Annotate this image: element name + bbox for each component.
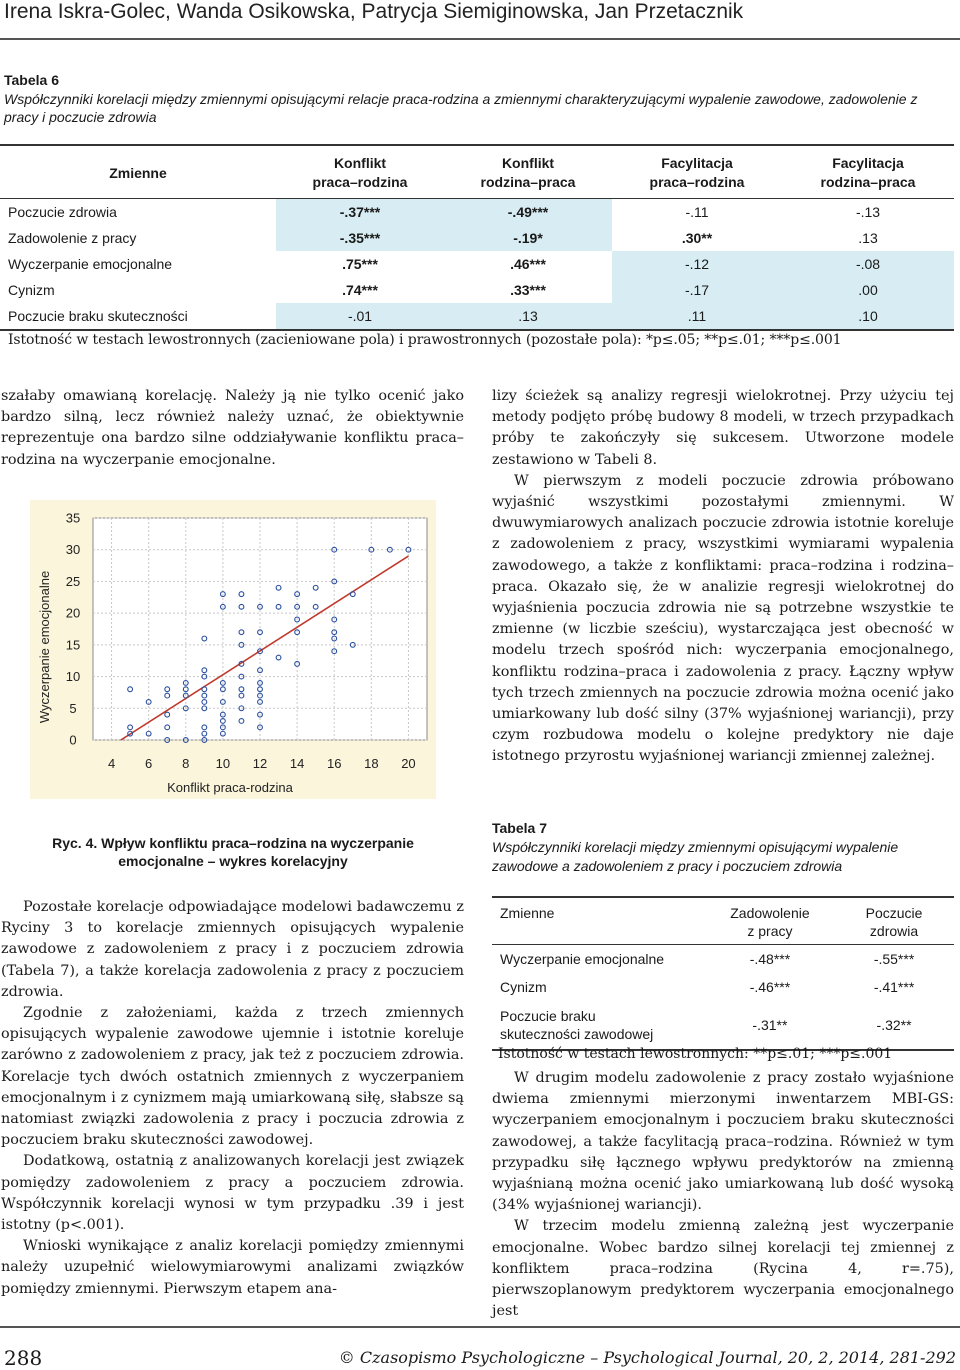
table-cell: -.12 xyxy=(612,251,782,277)
x-tick-label: 16 xyxy=(326,756,342,771)
running-head: Irena Iskra-Golec, Wanda Osikowska, Patrycja Siemiginowska, Jan Przetacznik xyxy=(4,0,744,23)
figure-caption-line2: emocjonalne – wykres korelacyjny xyxy=(118,853,348,869)
scatter-figure xyxy=(30,500,436,799)
page-number: 288 xyxy=(4,1346,43,1370)
table7-header-variables: Zmienne xyxy=(492,897,706,945)
table6-header-variables: Zmienne xyxy=(0,145,276,199)
table7-caption: Współczynniki korelacji między zmiennymi opisującymi wypalenie zawodowe a zadowoleniem z pracy i poczuciem zdrowia xyxy=(492,839,899,874)
table-row xyxy=(492,973,954,1001)
paragraph: W drugim modelu zadowolenie z pracy zostało wyjaśnione dwiema zmiennymi mierzonymi inwentarzem MBI-GS: wyczerpaniem emocjonalnym i poczuciem braku skuteczności zawodowej, a także facylitacją praca–rodzina. Również w tym przypadku siłę łącznego wpływu predyktorów na zmienną wyjaśnianą można ocenić jako umiarkowaną lub dość wysoką (34% wyjaśnionej wariancji). xyxy=(492,1070,954,1214)
row-label: Wyczerpanie emocjonalne xyxy=(8,256,173,272)
x-tick-label: 18 xyxy=(364,756,379,771)
y-tick-label: 0 xyxy=(69,732,77,748)
table-row xyxy=(0,277,954,303)
table-cell: .75*** xyxy=(342,256,378,272)
paragraph: Zgodnie z założeniami, każda z trzech zmiennych opisujących wypalenie zawodowe ujemnie i istotnie koreluje zarówno z zadowoleniem z pracy, jak też z poczuciem zdrowia. Korelacje tych dwóch ostatnich zmiennych z wyczerpaniem emocjonalnym i z cynizmem mają umiarkowaną siłę, słabsze są natomiast związki zadowolenia z pracy i poczucia zdrowia z poczuciem braku skuteczności zawodowej. xyxy=(1,1005,464,1149)
table-cell: .11 xyxy=(612,303,782,330)
table-cell: -.13 xyxy=(855,204,881,220)
table-cell: -.31** xyxy=(706,1001,834,1050)
table-row xyxy=(0,225,954,251)
paragraph: Wnioski wynikające z analiz korelacji pomiędzy zmiennymi należy uzupełnić wielowymiarowymi analizami związków pomiędzy zmiennymi. Pierwszym etapem ana- xyxy=(1,1238,464,1297)
y-tick-label: 35 xyxy=(65,510,81,526)
footer-rule xyxy=(0,1326,960,1328)
table-cell: .30** xyxy=(681,230,713,246)
paragraph: lizy ścieżek są analizy regresji wielokrotnej. Przy użyciu tej metody podjęto próbę budowy 8 modeli, w trzech przypadkach próby te zakończyły się sukcesem. Utworzone modele zestawiono w Tabeli 8. xyxy=(492,388,954,468)
table6-header-row xyxy=(0,145,954,199)
table6-header-family-work-conflict: Konflikt rodzina–praca xyxy=(444,145,612,199)
table-cell: -.49*** xyxy=(444,199,612,226)
table-row xyxy=(492,945,954,974)
left-column-top-text xyxy=(1,386,464,471)
figure-caption xyxy=(30,834,436,870)
paragraph: szałaby omawianą korelację. Należy ją nie tylko ocenić jako bardzo silną, lecz również należy uznać, że obiektywnie reprezentuje ona bardzo silne oddziaływanie konfliktu praca–rodzina na wyczerpanie emocjonalne. xyxy=(1,388,464,468)
table6-header-family-work-facilitation: Facylitacja rodzina–praca xyxy=(782,145,954,199)
table7-header-row xyxy=(492,897,954,945)
row-label: Poczucie braku skuteczności zawodowej xyxy=(492,1001,706,1050)
row-label: Cynizm xyxy=(500,979,547,995)
table6-caption: Współczynniki korelacji między zmiennymi opisującymi relacje praca-rodzina a zmiennymi charakteryzującymi wypalenie zawodowe, zadowolenie z pracy i poczucie zdrowia xyxy=(4,91,918,125)
table-cell: .33*** xyxy=(510,282,546,298)
table7 xyxy=(492,896,954,1051)
journal-citation: © Czasopismo Psychologiczne – Psychological Journal, 20, 2, 2014, 281-292 xyxy=(338,1348,956,1367)
table7-number: Tabela 7 xyxy=(492,820,547,836)
x-tick-label: 10 xyxy=(215,756,231,771)
row-label: Zadowolenie z pracy xyxy=(8,230,137,246)
x-tick-label: 12 xyxy=(252,756,268,771)
row-label: Cynizm xyxy=(8,282,55,298)
y-tick-label: 10 xyxy=(65,669,81,685)
header-rule xyxy=(0,38,960,40)
table-cell: -.32** xyxy=(834,1001,954,1050)
table-cell: -.11 xyxy=(685,204,709,220)
paragraph: W pierwszym z modeli poczucie zdrowia próbowano wyjaśnić wszystkimi pozostałymi zmiennymi. W dwuwymiarowych analizach poczucie zdrowia istotnie koreluje z zadowoleniem z pracy, wszystkimi wymiarami wypalenia zawodowego, a także z konfliktami: praca–rodzina i rodzina–praca. Okazało się, że w analizie regresji wielokrotnej do wyjaśnienia poczucia zdrowia nie są potrzebne wszystkie te zmienne (w liczbie sześciu), wystarczająca jest obecność w modelu trzech spośród nich: wyczerpania emocjonalnego, konfliktu rodzina–praca i zadowolenia z pracy. Łączny wpływ tych trzech zmiennych na poczucie zdrowia można ocenić jako umiarkowany lub dość silny (37% wyjaśnionej wariancji), przy czym rozbudowa modelu o kolejne predyktory nie daje istotnego przyrostu wyjaśnionej wariancji zmiennej zależnej. xyxy=(492,472,954,765)
paragraph: Pozostałe korelacje odpowiadające modelowi badawczemu z Ryciny 3 to korelacje zmiennych opisujących wypalenie zawodowe z zadowoleniem z pracy i z poczuciem zdrowia (Tabela 7), a także korelacja zadowolenia z pracy z poczuciem zdrowia. xyxy=(1,899,464,1000)
paragraph: Dodatkową, ostatnią z analizowanych korelacji jest związek pomiędzy zadowoleniem z pracy a poczuciem zdrowia. Współczynnik korelacji wynosi w tym przypadku .39 i jest istotny (p<.001). xyxy=(1,1153,464,1234)
x-tick-label: 14 xyxy=(289,756,305,771)
table6-header-work-family-facilitation: Facylitacja praca–rodzina xyxy=(612,145,782,199)
table7-header-health: Poczucie zdrowia xyxy=(834,897,954,945)
y-tick-label: 5 xyxy=(69,700,77,716)
table-cell: -.48*** xyxy=(749,951,791,967)
table-cell: .10 xyxy=(782,303,954,330)
table-cell: -.08 xyxy=(782,251,954,277)
table-cell: -.19* xyxy=(444,225,612,251)
table-cell: -.17 xyxy=(612,277,782,303)
table6-note: Istotność w testach lewostronnych (zacieniowane pola) i prawostronnych (pozostałe pola): *p≤.05; **p≤.01; ***p≤.001 xyxy=(8,332,842,348)
y-tick-label: 15 xyxy=(65,637,81,653)
table-cell: .00 xyxy=(782,277,954,303)
x-tick-label: 8 xyxy=(182,756,190,771)
y-tick-label: 20 xyxy=(65,605,81,621)
y-axis-label: Wyczerpanie emocjonalne xyxy=(37,570,52,724)
table-cell: -.41*** xyxy=(873,979,915,995)
paragraph: W trzecim modelu zmienną zależną jest wyczerpanie emocjonalne. Wobec bardzo silnej korelacji tej zmiennej z konfliktem praca–rodzina (Rycina 4, r=.75), pierwszoplanowym predyktorem wyczerpania emocjonalnego jest xyxy=(492,1218,954,1320)
left-column-bottom-text xyxy=(1,897,464,1300)
right-column-bottom-text xyxy=(492,1068,954,1322)
table-cell: -.55*** xyxy=(873,951,915,967)
table-row xyxy=(0,199,954,226)
table-cell: .13 xyxy=(858,230,878,246)
table-row xyxy=(0,303,954,330)
table6-header-work-family-conflict: Konflikt praca–rodzina xyxy=(276,145,444,199)
row-label: Wyczerpanie emocjonalne xyxy=(500,951,665,967)
row-label: Poczucie zdrowia xyxy=(8,204,117,220)
x-tick-label: 4 xyxy=(107,756,116,771)
table-cell: .74*** xyxy=(342,282,378,298)
y-tick-label: 30 xyxy=(65,542,81,558)
table7-note: Istotność w testach lewostronnych: **p≤.01; ***p≤.001 xyxy=(498,1046,893,1062)
table6-number: Tabela 6 xyxy=(4,72,59,88)
table7-header-job-satisfaction: Zadowolenie z pracy xyxy=(706,897,834,945)
table-cell: .46*** xyxy=(510,256,546,272)
right-column-top-text xyxy=(492,386,954,768)
table6 xyxy=(0,144,954,331)
table-cell: -.37*** xyxy=(276,199,444,226)
scatter-plot xyxy=(30,500,436,799)
x-tick-label: 6 xyxy=(145,756,153,771)
table-cell: -.46*** xyxy=(749,979,791,995)
table-row xyxy=(0,251,954,277)
table-cell: .13 xyxy=(444,303,612,330)
row-label: Poczucie braku skuteczności xyxy=(0,303,276,330)
figure-caption-line1: Ryc. 4. Wpływ konfliktu praca–rodzina na wyczerpanie xyxy=(52,835,414,851)
x-tick-label: 20 xyxy=(401,756,416,771)
table-row xyxy=(492,1001,954,1050)
x-axis-label: Konflikt praca-rodzina xyxy=(167,780,293,795)
table-cell: -.01 xyxy=(276,303,444,330)
y-tick-label: 25 xyxy=(65,573,81,589)
table-cell: -.35*** xyxy=(276,225,444,251)
